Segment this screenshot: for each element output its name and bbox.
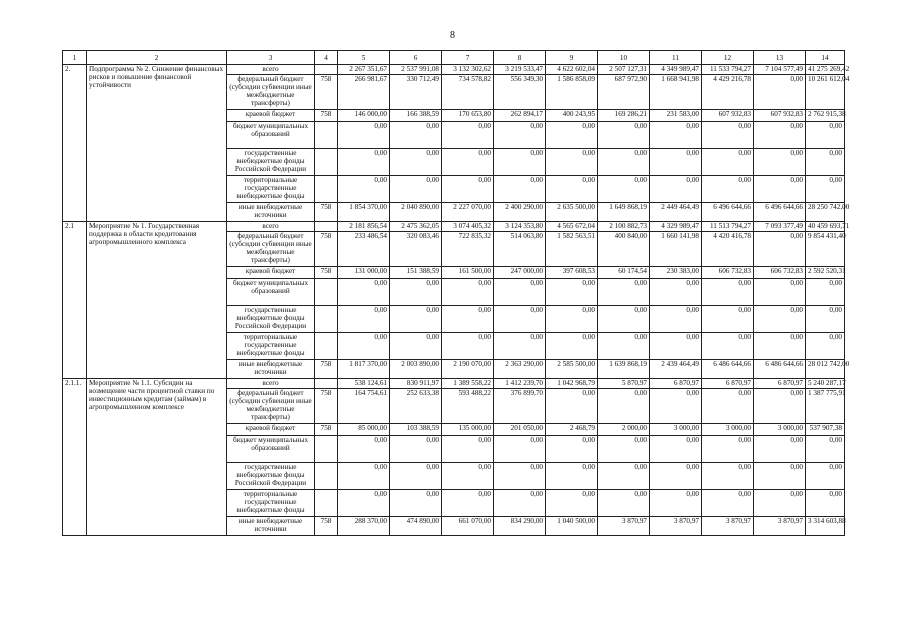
amount-cell: 607 932,83 xyxy=(702,110,754,122)
funding-source: иные внебюджетные источники xyxy=(227,360,315,379)
amount-cell: 0,00 xyxy=(598,279,650,306)
amount-cell: 60 174,54 xyxy=(598,267,650,279)
amount-cell: 687 972,90 xyxy=(598,75,650,110)
amount-cell: 3 870,97 xyxy=(650,517,702,536)
funding-source: всего xyxy=(227,379,315,389)
amount-cell: 2 100 882,73 xyxy=(598,222,650,232)
amount-cell: 0,00 xyxy=(702,176,754,203)
amount-cell: 3 219 533,47 xyxy=(494,65,546,75)
amount-cell: 0,00 xyxy=(390,490,442,517)
amount-cell: 0,00 xyxy=(494,279,546,306)
amount-cell: 0,00 xyxy=(806,436,845,463)
amount-cell: 1 660 141,98 xyxy=(650,232,702,267)
funding-source: бюджет муниципальных образований xyxy=(227,122,315,149)
amount-cell: 0,00 xyxy=(442,463,494,490)
funding-source: краевой бюджет xyxy=(227,110,315,122)
amount-cell: 201 050,00 xyxy=(494,424,546,436)
amount-cell: 0,00 xyxy=(754,149,806,176)
amount-cell: 397 608,53 xyxy=(546,267,598,279)
grbs-code xyxy=(315,65,338,75)
amount-cell: 607 932,83 xyxy=(754,110,806,122)
header-cell: 6 xyxy=(390,51,442,65)
amount-cell: 0,00 xyxy=(598,490,650,517)
amount-cell: 0,00 xyxy=(702,463,754,490)
grbs-code xyxy=(315,333,338,360)
amount-cell: 0,00 xyxy=(338,306,390,333)
amount-cell: 2 363 290,00 xyxy=(494,360,546,379)
amount-cell: 6 486 644,66 xyxy=(702,360,754,379)
amount-cell: 266 981,67 xyxy=(338,75,390,110)
funding-source: территориальные государственные внебюджетные фонды xyxy=(227,176,315,203)
funding-source: федеральный бюджет (субсидии субвенции иные межбюджетные трансферты) xyxy=(227,389,315,424)
amount-cell: 0,00 xyxy=(338,463,390,490)
funding-source: всего xyxy=(227,222,315,232)
grbs-code xyxy=(315,279,338,306)
header-cell: 7 xyxy=(442,51,494,65)
amount-cell: 2 000,00 xyxy=(598,424,650,436)
grbs-code xyxy=(315,149,338,176)
amount-cell: 0,00 xyxy=(650,122,702,149)
section-name: Мероприятие № 1.1. Субсидии на возмещение части процентной ставки по инвестиционным кредитам (займам) в агропромышленном комплексе xyxy=(87,379,227,536)
funding-source: территориальные государственные внебюджетные фонды xyxy=(227,333,315,360)
amount-cell: 0,00 xyxy=(546,389,598,424)
amount-cell: 3 000,00 xyxy=(702,424,754,436)
page-number: 8 xyxy=(450,30,455,41)
amount-cell: 556 349,30 xyxy=(494,75,546,110)
amount-cell: 0,00 xyxy=(806,463,845,490)
amount-cell: 233 486,54 xyxy=(338,232,390,267)
amount-cell: 1 387 775,91 xyxy=(806,389,845,424)
amount-cell: 164 754,61 xyxy=(338,389,390,424)
amount-cell: 6 870,97 xyxy=(702,379,754,389)
grbs-code xyxy=(315,306,338,333)
amount-cell: 0,00 xyxy=(754,232,806,267)
amount-cell: 4 565 672,04 xyxy=(546,222,598,232)
amount-cell: 0,00 xyxy=(806,122,845,149)
budget-table xyxy=(62,50,850,536)
funding-source: краевой бюджет xyxy=(227,424,315,436)
amount-cell: 606 732,83 xyxy=(754,267,806,279)
amount-cell: 0,00 xyxy=(546,490,598,517)
amount-cell: 3 870,97 xyxy=(754,517,806,536)
amount-cell: 661 070,00 xyxy=(442,517,494,536)
amount-cell: 135 000,00 xyxy=(442,424,494,436)
amount-cell: 0,00 xyxy=(702,279,754,306)
amount-cell: 0,00 xyxy=(546,333,598,360)
amount-cell: 830 911,97 xyxy=(390,379,442,389)
amount-cell: 1 586 858,09 xyxy=(546,75,598,110)
table-row xyxy=(63,379,845,389)
amount-cell: 0,00 xyxy=(598,176,650,203)
amount-cell: 2 592 520,31 xyxy=(806,267,845,279)
amount-cell: 0,00 xyxy=(338,436,390,463)
amount-cell: 0,00 xyxy=(442,176,494,203)
amount-cell: 0,00 xyxy=(390,122,442,149)
amount-cell: 0,00 xyxy=(650,389,702,424)
amount-cell: 0,00 xyxy=(754,122,806,149)
amount-cell: 0,00 xyxy=(338,149,390,176)
amount-cell: 0,00 xyxy=(338,490,390,517)
amount-cell: 320 083,46 xyxy=(390,232,442,267)
funding-source: иные внебюджетные источники xyxy=(227,517,315,536)
amount-cell: 0,00 xyxy=(806,306,845,333)
amount-cell: 0,00 xyxy=(494,436,546,463)
amount-cell: 11 513 794,27 xyxy=(702,222,754,232)
grbs-code xyxy=(315,490,338,517)
amount-cell: 0,00 xyxy=(390,279,442,306)
amount-cell: 146 000,00 xyxy=(338,110,390,122)
grbs-code xyxy=(315,176,338,203)
amount-cell: 400 243,95 xyxy=(546,110,598,122)
amount-cell: 0,00 xyxy=(338,333,390,360)
amount-cell: 1 649 868,19 xyxy=(598,203,650,222)
amount-cell: 0,00 xyxy=(598,306,650,333)
amount-cell: 0,00 xyxy=(442,122,494,149)
amount-cell: 0,00 xyxy=(702,149,754,176)
funding-source: бюджет муниципальных образований xyxy=(227,436,315,463)
grbs-code xyxy=(315,122,338,149)
amount-cell: 231 583,00 xyxy=(650,110,702,122)
amount-cell: 0,00 xyxy=(338,122,390,149)
amount-cell: 2 475 362,05 xyxy=(390,222,442,232)
amount-cell: 0,00 xyxy=(494,463,546,490)
amount-cell: 151 388,59 xyxy=(390,267,442,279)
amount-cell: 514 063,80 xyxy=(494,232,546,267)
amount-cell: 1 389 558,22 xyxy=(442,379,494,389)
header-cell: 14 xyxy=(806,51,845,65)
amount-cell: 0,00 xyxy=(546,306,598,333)
amount-cell: 0,00 xyxy=(546,463,598,490)
amount-cell: 161 500,00 xyxy=(442,267,494,279)
amount-cell: 4 420 416,78 xyxy=(702,232,754,267)
amount-cell: 0,00 xyxy=(754,333,806,360)
header-cell: 13 xyxy=(754,51,806,65)
amount-cell: 3 000,00 xyxy=(650,424,702,436)
amount-cell: 3 124 353,80 xyxy=(494,222,546,232)
amount-cell: 0,00 xyxy=(390,306,442,333)
amount-cell: 2 400 290,00 xyxy=(494,203,546,222)
amount-cell: 247 000,00 xyxy=(494,267,546,279)
grbs-code: 758 xyxy=(315,232,338,267)
amount-cell: 0,00 xyxy=(650,333,702,360)
amount-cell: 0,00 xyxy=(494,149,546,176)
amount-cell: 0,00 xyxy=(494,333,546,360)
amount-cell: 230 383,00 xyxy=(650,267,702,279)
amount-cell: 169 286,21 xyxy=(598,110,650,122)
section-name: Подпрограмма № 2. Снижение финансовых рисков и повышение финансовой устойчивости xyxy=(87,65,227,222)
funding-source: федеральный бюджет (субсидии субвенции иные межбюджетные трансферты) xyxy=(227,75,315,110)
amount-cell: 0,00 xyxy=(806,176,845,203)
amount-cell: 1 639 868,19 xyxy=(598,360,650,379)
grbs-code: 758 xyxy=(315,75,338,110)
amount-cell: 0,00 xyxy=(650,490,702,517)
amount-cell: 41 275 269,42 xyxy=(806,65,845,75)
amount-cell: 606 732,83 xyxy=(702,267,754,279)
amount-cell: 0,00 xyxy=(754,75,806,110)
amount-cell: 0,00 xyxy=(806,333,845,360)
amount-cell: 0,00 xyxy=(702,389,754,424)
amount-cell: 3 074 405,32 xyxy=(442,222,494,232)
amount-cell: 0,00 xyxy=(546,279,598,306)
section-number: 2.1 xyxy=(63,222,87,379)
amount-cell: 0,00 xyxy=(546,122,598,149)
header-cell: 5 xyxy=(338,51,390,65)
amount-cell: 0,00 xyxy=(650,306,702,333)
amount-cell: 593 488,22 xyxy=(442,389,494,424)
amount-cell: 0,00 xyxy=(650,279,702,306)
amount-cell: 0,00 xyxy=(754,436,806,463)
amount-cell: 0,00 xyxy=(650,149,702,176)
amount-cell: 0,00 xyxy=(806,279,845,306)
amount-cell: 734 578,82 xyxy=(442,75,494,110)
amount-cell: 0,00 xyxy=(494,490,546,517)
amount-cell: 2 003 890,00 xyxy=(390,360,442,379)
amount-cell: 7 093 377,49 xyxy=(754,222,806,232)
amount-cell: 40 459 693,71 xyxy=(806,222,845,232)
header-row xyxy=(63,51,845,65)
amount-cell: 0,00 xyxy=(650,436,702,463)
amount-cell: 1 042 968,79 xyxy=(546,379,598,389)
amount-cell: 1 668 941,98 xyxy=(650,75,702,110)
amount-cell: 0,00 xyxy=(390,333,442,360)
amount-cell: 103 388,59 xyxy=(390,424,442,436)
amount-cell: 0,00 xyxy=(598,149,650,176)
amount-cell: 6 486 644,66 xyxy=(754,360,806,379)
amount-cell: 1 582 563,51 xyxy=(546,232,598,267)
amount-cell: 3 314 603,88 xyxy=(806,517,845,536)
funding-source: иные внебюджетные источники xyxy=(227,203,315,222)
amount-cell: 0,00 xyxy=(754,463,806,490)
amount-cell: 0,00 xyxy=(754,389,806,424)
header-cell: 10 xyxy=(598,51,650,65)
grbs-code: 758 xyxy=(315,203,338,222)
funding-source: бюджет муниципальных образований xyxy=(227,279,315,306)
amount-cell: 0,00 xyxy=(754,306,806,333)
amount-cell: 0,00 xyxy=(806,490,845,517)
section-number: 2.1.1. xyxy=(63,379,87,536)
amount-cell: 0,00 xyxy=(702,436,754,463)
amount-cell: 3 870,97 xyxy=(598,517,650,536)
amount-cell: 474 890,00 xyxy=(390,517,442,536)
amount-cell: 0,00 xyxy=(650,463,702,490)
table-row xyxy=(63,65,845,75)
amount-cell: 0,00 xyxy=(546,176,598,203)
funding-source: государственные внебюджетные фонды Российской Федерации xyxy=(227,306,315,333)
amount-cell: 2 585 500,00 xyxy=(546,360,598,379)
amount-cell: 6 870,97 xyxy=(650,379,702,389)
amount-cell: 2 762 915,38 xyxy=(806,110,845,122)
grbs-code: 758 xyxy=(315,267,338,279)
amount-cell: 4 329 989,47 xyxy=(650,222,702,232)
grbs-code xyxy=(315,463,338,490)
amount-cell: 6 496 644,66 xyxy=(702,203,754,222)
amount-cell: 0,00 xyxy=(338,279,390,306)
amount-cell: 85 000,00 xyxy=(338,424,390,436)
header-cell: 1 xyxy=(63,51,87,65)
amount-cell: 4 349 989,47 xyxy=(650,65,702,75)
funding-source: краевой бюджет xyxy=(227,267,315,279)
amount-cell: 0,00 xyxy=(754,279,806,306)
amount-cell: 5 240 287,17 xyxy=(806,379,845,389)
funding-source: территориальные государственные внебюджетные фонды xyxy=(227,490,315,517)
amount-cell: 2 635 500,00 xyxy=(546,203,598,222)
amount-cell: 1 412 239,70 xyxy=(494,379,546,389)
header-cell: 11 xyxy=(650,51,702,65)
amount-cell: 5 870,97 xyxy=(598,379,650,389)
amount-cell: 2 040 890,00 xyxy=(390,203,442,222)
amount-cell: 0,00 xyxy=(546,436,598,463)
amount-cell: 0,00 xyxy=(494,306,546,333)
amount-cell: 1 040 500,00 xyxy=(546,517,598,536)
amount-cell: 0,00 xyxy=(806,149,845,176)
funding-source: государственные внебюджетные фонды Российской Федерации xyxy=(227,463,315,490)
amount-cell: 262 894,17 xyxy=(494,110,546,122)
header-cell: 9 xyxy=(546,51,598,65)
section-number: 2. xyxy=(63,65,87,222)
amount-cell: 28 012 742,00 xyxy=(806,360,845,379)
amount-cell: 0,00 xyxy=(338,176,390,203)
amount-cell: 2 468,79 xyxy=(546,424,598,436)
header-cell: 12 xyxy=(702,51,754,65)
amount-cell: 6 496 644,66 xyxy=(754,203,806,222)
amount-cell: 0,00 xyxy=(546,149,598,176)
grbs-code: 758 xyxy=(315,424,338,436)
amount-cell: 9 854 431,40 xyxy=(806,232,845,267)
amount-cell: 166 388,59 xyxy=(390,110,442,122)
funding-source: всего xyxy=(227,65,315,75)
amount-cell: 0,00 xyxy=(390,436,442,463)
amount-cell: 0,00 xyxy=(494,176,546,203)
amount-cell: 834 290,00 xyxy=(494,517,546,536)
amount-cell: 170 653,80 xyxy=(442,110,494,122)
amount-cell: 2 267 351,67 xyxy=(338,65,390,75)
amount-cell: 376 899,70 xyxy=(494,389,546,424)
header-cell: 8 xyxy=(494,51,546,65)
amount-cell: 0,00 xyxy=(754,490,806,517)
grbs-code xyxy=(315,222,338,232)
table-row xyxy=(63,222,845,232)
amount-cell: 0,00 xyxy=(442,149,494,176)
amount-cell: 0,00 xyxy=(598,389,650,424)
amount-cell: 0,00 xyxy=(598,333,650,360)
grbs-code: 758 xyxy=(315,517,338,536)
amount-cell: 0,00 xyxy=(442,490,494,517)
amount-cell: 2 227 070,00 xyxy=(442,203,494,222)
amount-cell: 1 817 370,00 xyxy=(338,360,390,379)
amount-cell: 252 633,38 xyxy=(390,389,442,424)
amount-cell: 288 370,00 xyxy=(338,517,390,536)
amount-cell: 3 870,97 xyxy=(702,517,754,536)
amount-cell: 0,00 xyxy=(598,463,650,490)
amount-cell: 11 533 794,27 xyxy=(702,65,754,75)
header-cell: 2 xyxy=(87,51,227,65)
amount-cell: 0,00 xyxy=(702,306,754,333)
grbs-code: 758 xyxy=(315,389,338,424)
amount-cell: 10 261 612,04 xyxy=(806,75,845,110)
grbs-code xyxy=(315,436,338,463)
amount-cell: 4 622 602,04 xyxy=(546,65,598,75)
amount-cell: 0,00 xyxy=(494,122,546,149)
grbs-code xyxy=(315,379,338,389)
amount-cell: 4 429 216,78 xyxy=(702,75,754,110)
section-name: Мероприятие № 1. Государственная поддержка в области кредитования агропромышленного комплекса xyxy=(87,222,227,379)
amount-cell: 28 250 742,00 xyxy=(806,203,845,222)
amount-cell: 722 835,32 xyxy=(442,232,494,267)
amount-cell: 131 000,00 xyxy=(338,267,390,279)
grbs-code: 758 xyxy=(315,110,338,122)
amount-cell: 0,00 xyxy=(702,122,754,149)
funding-source: федеральный бюджет (субсидии субвенции иные межбюджетные трансферты) xyxy=(227,232,315,267)
amount-cell: 538 124,61 xyxy=(338,379,390,389)
amount-cell: 0,00 xyxy=(650,176,702,203)
amount-cell: 400 840,00 xyxy=(598,232,650,267)
amount-cell: 0,00 xyxy=(442,333,494,360)
amount-cell: 3 000,00 xyxy=(754,424,806,436)
amount-cell: 7 104 577,49 xyxy=(754,65,806,75)
header-cell: 3 xyxy=(227,51,315,65)
funding-source: государственные внебюджетные фонды Российской Федерации xyxy=(227,149,315,176)
amount-cell: 1 854 370,00 xyxy=(338,203,390,222)
amount-cell: 330 712,49 xyxy=(390,75,442,110)
amount-cell: 2 190 070,00 xyxy=(442,360,494,379)
amount-cell: 0,00 xyxy=(598,436,650,463)
amount-cell: 537 907,38 xyxy=(806,424,845,436)
amount-cell: 0,00 xyxy=(702,333,754,360)
amount-cell: 0,00 xyxy=(390,149,442,176)
amount-cell: 2 439 464,49 xyxy=(650,360,702,379)
amount-cell: 0,00 xyxy=(390,176,442,203)
amount-cell: 0,00 xyxy=(598,122,650,149)
amount-cell: 6 870,97 xyxy=(754,379,806,389)
amount-cell: 0,00 xyxy=(442,279,494,306)
grbs-code: 758 xyxy=(315,360,338,379)
amount-cell: 0,00 xyxy=(390,463,442,490)
table-body xyxy=(63,51,850,536)
amount-cell: 0,00 xyxy=(702,490,754,517)
amount-cell: 0,00 xyxy=(442,436,494,463)
amount-cell: 3 132 302,62 xyxy=(442,65,494,75)
amount-cell: 2 537 991,08 xyxy=(390,65,442,75)
amount-cell: 0,00 xyxy=(754,176,806,203)
amount-cell: 2 449 464,49 xyxy=(650,203,702,222)
amount-cell: 0,00 xyxy=(442,306,494,333)
amount-cell: 2 507 127,31 xyxy=(598,65,650,75)
amount-cell: 2 181 856,54 xyxy=(338,222,390,232)
header-cell: 4 xyxy=(315,51,338,65)
